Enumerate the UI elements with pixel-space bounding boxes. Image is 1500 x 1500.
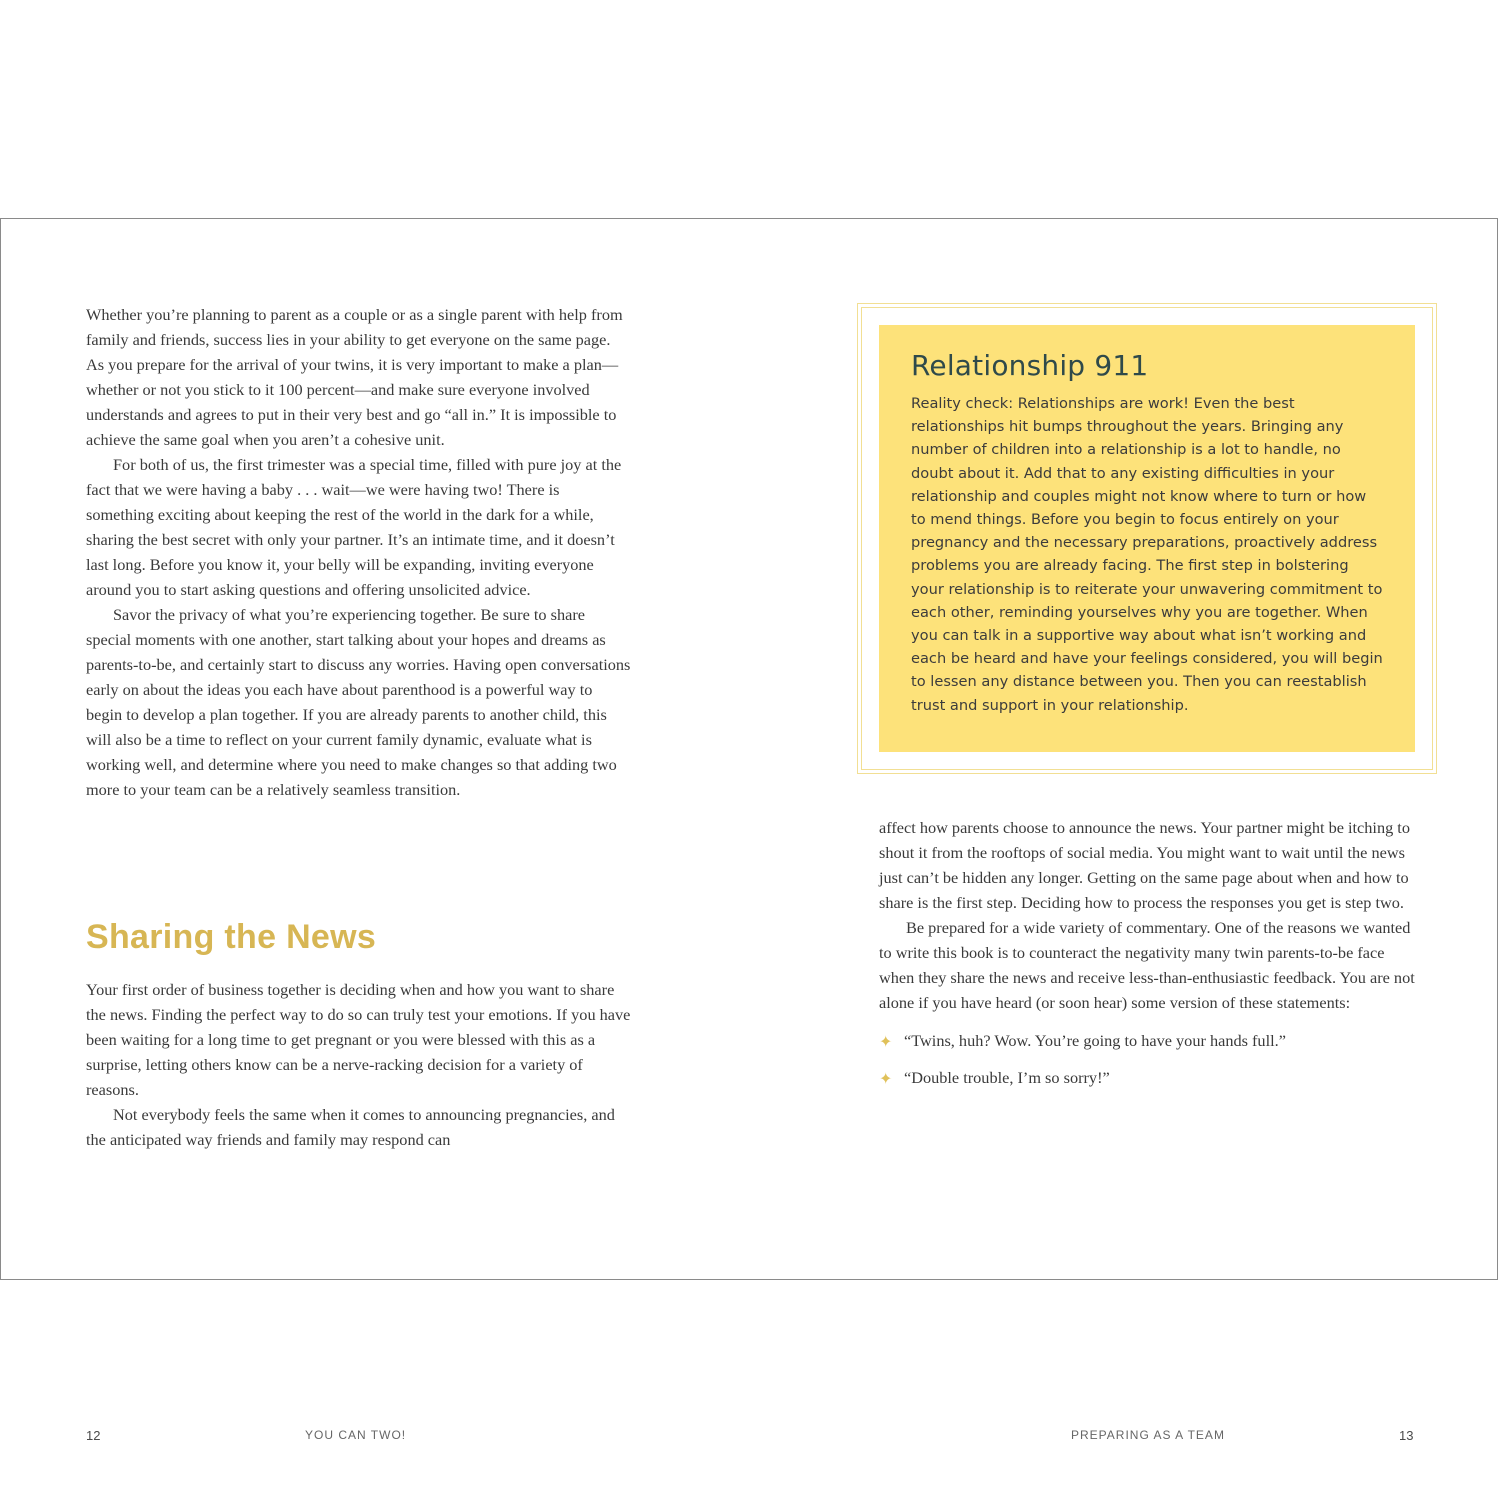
sparkle-icon: ✦ bbox=[879, 1069, 893, 1088]
sidebar-title: Relationship 911 bbox=[911, 349, 1149, 382]
book-spread bbox=[0, 218, 1498, 1443]
list-item bbox=[879, 1065, 1421, 1090]
paragraph: Not everybody feels the same when it comes to announcing pregnancies, and the anticipated way friends and family may respond can bbox=[86, 1105, 615, 1149]
quote-text: “Double trouble, I’m so sorry!” bbox=[904, 1068, 1110, 1087]
paragraph: For both of us, the first trimester was a special time, filled with pure joy at the fact that we were having a baby . . . wait—we were having two! There is something exciting about keeping the rest of the world in the dark for a while, sharing the best secret with only your partner. It’s an intimate time, and it doesn’t last long. Before you know it, your belly will be expanding, inviting everyone around you to start asking questions and offering unsolicited advice. bbox=[86, 455, 622, 599]
paragraph: Savor the privacy of what you’re experiencing together. Be sure to share special moments with one another, start talking about your hopes and dreams as parents-to-be, and certainly start to discuss any worries. Having open conversations early on about the ideas you each have about parenthood is a powerful way to begin to develop a plan together. If you are already parents to another child, this will also be a time to reflect on your current family dynamic, evaluate what is working well, and determine where you need to make changes so that adding two more to your team can be a relatively seamless transition. bbox=[86, 605, 631, 799]
right-page-body bbox=[879, 815, 1421, 1102]
quote-list bbox=[879, 1028, 1421, 1090]
sparkle-icon: ✦ bbox=[879, 1032, 893, 1051]
list-item bbox=[879, 1028, 1421, 1053]
relationship-sidebar bbox=[879, 325, 1415, 752]
running-head-left: YOU CAN TWO! bbox=[305, 1428, 407, 1442]
sidebar-body: Reality check: Relationships are work! Even the best relationships hit bumps throughout the years. Bringing any number of children into a relationship is a lot to handle, no doubt about it. Add that to any existing difficulties in your relationship and couples might not know where to turn or how to mend things. Before you begin to focus entirely on your pregnancy and the necessary preparations, proactively address problems you are already facing. The first step in bolstering your relationship is to reiterate your unwavering commitment to each other, reminding yourselves why you are together. When you can talk in a supportive way about what isn’t working and each be heard and have your feelings considered, you will begin to lessen any distance between you. Then you can reestablish trust and support in your relationship. bbox=[911, 395, 1383, 714]
running-head-right: PREPARING AS A TEAM bbox=[1071, 1428, 1225, 1442]
page-number-right: 13 bbox=[1399, 1428, 1414, 1443]
paragraph: Whether you’re planning to parent as a couple or as a single parent with help from family and friends, success lies in your ability to get everyone on the same page. As you prepare for the arrival of your twins, it is very important to make a plan—whether or not you stick to it 100 percent—and make sure everyone involved understands and agrees to put in their very best and go “all in.” It is impossible to achieve the same goal when you aren’t a cohesive unit. bbox=[86, 305, 623, 449]
left-page-body bbox=[86, 302, 631, 802]
quote-text: “Twins, huh? Wow. You’re going to have your hands full.” bbox=[904, 1031, 1286, 1050]
section-heading: Sharing the News bbox=[86, 918, 377, 956]
page-number-left: 12 bbox=[86, 1428, 101, 1443]
paragraph: affect how parents choose to announce the news. Your partner might be itching to shout it from the rooftops of social media. You might want to wait until the news just can’t be hidden any longer. Getting on the same page about when and how to share is the first step. Deciding how to process the responses you get is step two. bbox=[879, 818, 1410, 912]
paragraph: Your first order of business together is deciding when and how you want to share the news. Finding the perfect way to do so can truly test your emotions. If you have been waiting for a long time to get pregnant or you were blessed with this as a surprise, letting others know can be a nerve-racking decision for a variety of reasons. bbox=[86, 980, 631, 1099]
left-page-section-body bbox=[86, 977, 631, 1152]
paragraph: Be prepared for a wide variety of commentary. One of the reasons we wanted to write this book is to counteract the negativity many twin parents-to-be face when they share the news and receive less-than-enthusiastic feedback. You are not alone if you have heard (or soon hear) some version of these statements: bbox=[879, 918, 1415, 1012]
